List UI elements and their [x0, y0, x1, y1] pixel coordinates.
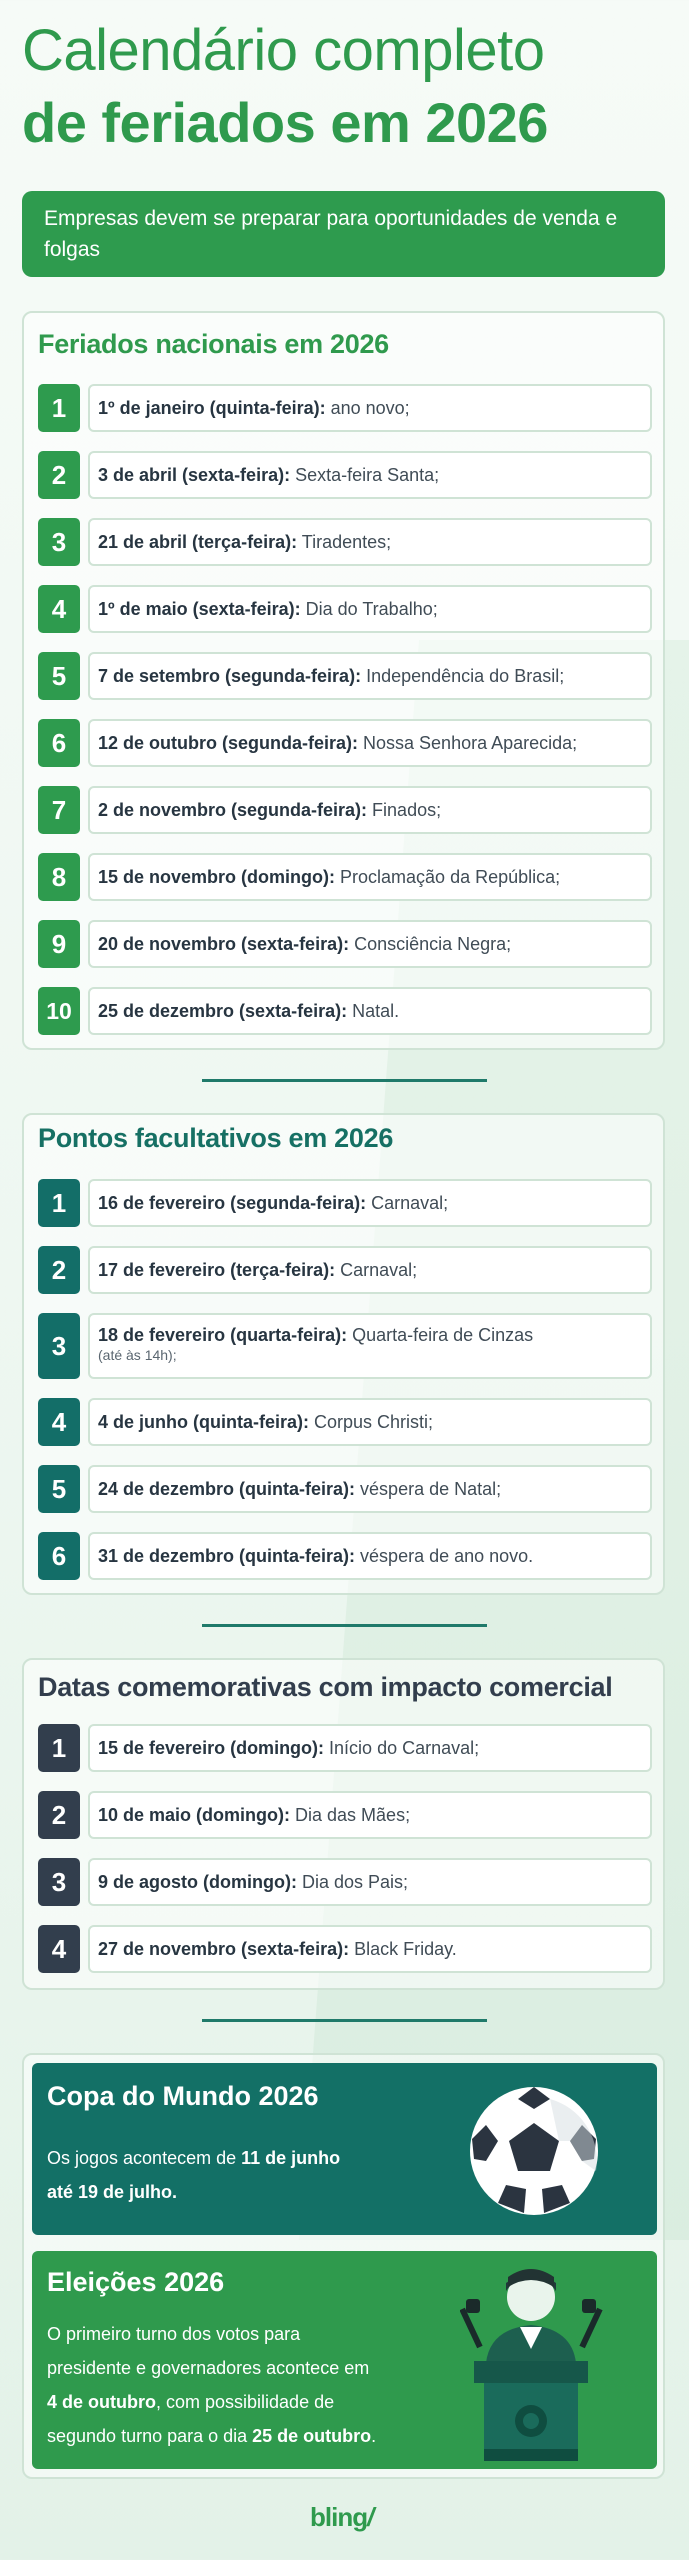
- list-item: [38, 1791, 652, 1839]
- section-divider: [202, 1079, 487, 1082]
- item-holiday-name: Corpus Christi;: [309, 1412, 434, 1432]
- elections-title: Eleições 2026: [47, 2267, 225, 2297]
- item-number-badge: 3: [38, 518, 80, 566]
- national-holidays-section: [22, 311, 665, 1050]
- list-item: [38, 1925, 652, 1973]
- list-item: [38, 1724, 652, 1772]
- item-text-box: [88, 451, 652, 499]
- world-cup-card: [32, 2063, 657, 2235]
- item-holiday-name: Nossa Senhora Aparecida;: [358, 733, 578, 753]
- item-holiday-name: Black Friday.: [349, 1939, 457, 1959]
- item-date: 20 de novembro (sexta-feira):: [98, 934, 350, 954]
- item-date: 15 de novembro (domingo):: [98, 867, 336, 887]
- item-text-box: [88, 1724, 652, 1772]
- bling-logo: [310, 2502, 373, 2533]
- list-item: [38, 853, 652, 901]
- item-text-box: [88, 1791, 652, 1839]
- item-date: 16 de fevereiro (segunda-feira):: [98, 1193, 367, 1213]
- item-holiday-name: Proclamação da República;: [335, 867, 561, 887]
- item-text-box: [88, 585, 652, 633]
- item-number-badge: 6: [38, 719, 80, 767]
- item-holiday-name: véspera de Natal;: [355, 1479, 502, 1499]
- item-holiday-name: Natal.: [347, 1001, 400, 1021]
- item-text-box: [88, 1246, 652, 1294]
- elections-text: [47, 2317, 467, 2453]
- item-holiday-name: Independência do Brasil;: [361, 666, 565, 686]
- logo-mark-icon: /: [367, 2502, 374, 2532]
- list-item: [38, 987, 652, 1035]
- optional-days-section: [22, 1113, 665, 1595]
- item-text-box: [88, 652, 652, 700]
- list-item: [38, 1465, 652, 1513]
- item-number-badge: 4: [38, 1925, 80, 1973]
- item-text-box: [88, 719, 652, 767]
- elections-line-4-suffix: .: [371, 2426, 377, 2446]
- item-number-badge: 1: [38, 1179, 80, 1227]
- item-date: 4 de junho (quinta-feira):: [98, 1412, 309, 1432]
- elections-line-3: , com possibilidade de: [156, 2392, 335, 2412]
- logo-text: bling: [310, 2502, 368, 2532]
- item-holiday-name: véspera de ano novo.: [355, 1546, 534, 1566]
- item-text-box: [88, 384, 652, 432]
- elections-card: [32, 2251, 657, 2469]
- item-number-badge: 6: [38, 1532, 80, 1580]
- item-date: 12 de outubro (segunda-feira):: [98, 733, 359, 753]
- page-title: [22, 14, 672, 158]
- list-item: [38, 451, 652, 499]
- elections-second-round-date: 25 de outubro: [252, 2426, 372, 2446]
- item-number-badge: 10: [38, 987, 80, 1035]
- commercial-dates-section: [22, 1658, 665, 1990]
- title-line-2: de feriados em 2026: [22, 91, 548, 154]
- list-item: [38, 384, 652, 432]
- item-text-box: [88, 518, 652, 566]
- item-date: 15 de fevereiro (domingo):: [98, 1738, 325, 1758]
- item-number-badge: 1: [38, 1724, 80, 1772]
- item-holiday-name: Dia do Trabalho;: [300, 599, 438, 619]
- title-line-1: Calendário completo: [22, 18, 545, 83]
- item-holiday-name: Finados;: [367, 800, 442, 820]
- item-number-badge: 3: [38, 1858, 80, 1906]
- item-date: 1º de maio (sexta-feira):: [98, 599, 301, 619]
- item-text-box: [88, 1313, 652, 1379]
- item-date: 17 de fevereiro (terça-feira):: [98, 1260, 336, 1280]
- elections-first-round-date: 4 de outubro: [47, 2392, 156, 2412]
- section-divider: [202, 1624, 487, 1627]
- item-number-badge: 5: [38, 1465, 80, 1513]
- section-title: Feriados nacionais em 2026: [38, 329, 389, 359]
- item-holiday-name: Carnaval;: [335, 1260, 418, 1280]
- subtitle-banner: Empresas devem se preparar para oportunidades de venda e folgas: [22, 191, 665, 277]
- list-item: [38, 786, 652, 834]
- item-date: 1º de janeiro (quinta-feira):: [98, 398, 326, 418]
- list-item: [38, 719, 652, 767]
- item-date: 24 de dezembro (quinta-feira):: [98, 1479, 356, 1499]
- list-item: [38, 1313, 652, 1379]
- elections-line-4: segundo turno para o dia: [47, 2426, 253, 2446]
- item-number-badge: 9: [38, 920, 80, 968]
- item-date: 25 de dezembro (sexta-feira):: [98, 1001, 348, 1021]
- section-title: Pontos facultativos em 2026: [38, 1123, 394, 1153]
- list-item: [38, 1246, 652, 1294]
- item-holiday-name: ano novo;: [325, 398, 410, 418]
- item-number-badge: 3: [38, 1313, 80, 1379]
- item-date: 21 de abril (terça-feira):: [98, 532, 298, 552]
- item-text-box: [88, 987, 652, 1035]
- item-number-badge: 4: [38, 585, 80, 633]
- item-text-box: [88, 1398, 652, 1446]
- world-cup-end-date: até 19 de julho.: [47, 2182, 178, 2202]
- item-number-badge: 4: [38, 1398, 80, 1446]
- section-divider: [202, 2019, 487, 2022]
- list-item: [38, 1398, 652, 1446]
- item-text-box: [88, 920, 652, 968]
- soccer-ball-icon: [464, 2081, 604, 2221]
- item-number-badge: 8: [38, 853, 80, 901]
- world-cup-text-prefix: Os jogos acontecem de: [47, 2148, 242, 2168]
- item-text-box: [88, 853, 652, 901]
- item-holiday-name: Dia das Mães;: [290, 1805, 411, 1825]
- list-item: [38, 518, 652, 566]
- item-text-box: [88, 1465, 652, 1513]
- item-note: (até às 14h);: [98, 1347, 177, 1363]
- item-date: 7 de setembro (segunda-feira):: [98, 666, 362, 686]
- item-number-badge: 5: [38, 652, 80, 700]
- item-text-box: [88, 1179, 652, 1227]
- item-holiday-name: Consciência Negra;: [349, 934, 512, 954]
- item-date: 2 de novembro (segunda-feira):: [98, 800, 368, 820]
- item-date: 27 de novembro (sexta-feira):: [98, 1939, 350, 1959]
- item-holiday-name: Dia dos Pais;: [296, 1872, 409, 1892]
- item-holiday-name: Tiradentes;: [297, 532, 392, 552]
- item-holiday-name: Início do Carnaval;: [324, 1738, 480, 1758]
- section-title: Datas comemorativas com impacto comercial: [38, 1672, 613, 1702]
- item-text-box: [88, 1858, 652, 1906]
- item-holiday-name: Carnaval;: [366, 1193, 449, 1213]
- item-number-badge: 7: [38, 786, 80, 834]
- world-cup-title: Copa do Mundo 2026: [47, 2081, 319, 2111]
- speaker-podium-icon: [460, 2259, 610, 2463]
- list-item: [38, 1532, 652, 1580]
- item-holiday-name: Sexta-feira Santa;: [290, 465, 440, 485]
- elections-line-1: O primeiro turno dos votos para: [47, 2324, 301, 2344]
- item-date: 31 de dezembro (quinta-feira):: [98, 1546, 356, 1566]
- item-date: 18 de fevereiro (quarta-feira):: [98, 1325, 348, 1345]
- item-text-box: [88, 1532, 652, 1580]
- list-item: [38, 920, 652, 968]
- item-date: 10 de maio (domingo):: [98, 1805, 291, 1825]
- list-item: [38, 1179, 652, 1227]
- list-item: [38, 585, 652, 633]
- world-cup-start-date: 11 de junho: [241, 2148, 341, 2168]
- world-cup-text: [47, 2141, 407, 2209]
- elections-line-2: presidente e governadores acontece em: [47, 2358, 370, 2378]
- item-number-badge: 2: [38, 1791, 80, 1839]
- item-date: 9 de agosto (domingo):: [98, 1872, 297, 1892]
- item-text-box: [88, 786, 652, 834]
- item-number-badge: 1: [38, 384, 80, 432]
- item-holiday-name: Quarta-feira de Cinzas: [347, 1325, 534, 1345]
- item-number-badge: 2: [38, 451, 80, 499]
- item-number-badge: 2: [38, 1246, 80, 1294]
- list-item: [38, 1858, 652, 1906]
- item-date: 3 de abril (sexta-feira):: [98, 465, 291, 485]
- list-item: [38, 652, 652, 700]
- item-text-box: [88, 1925, 652, 1973]
